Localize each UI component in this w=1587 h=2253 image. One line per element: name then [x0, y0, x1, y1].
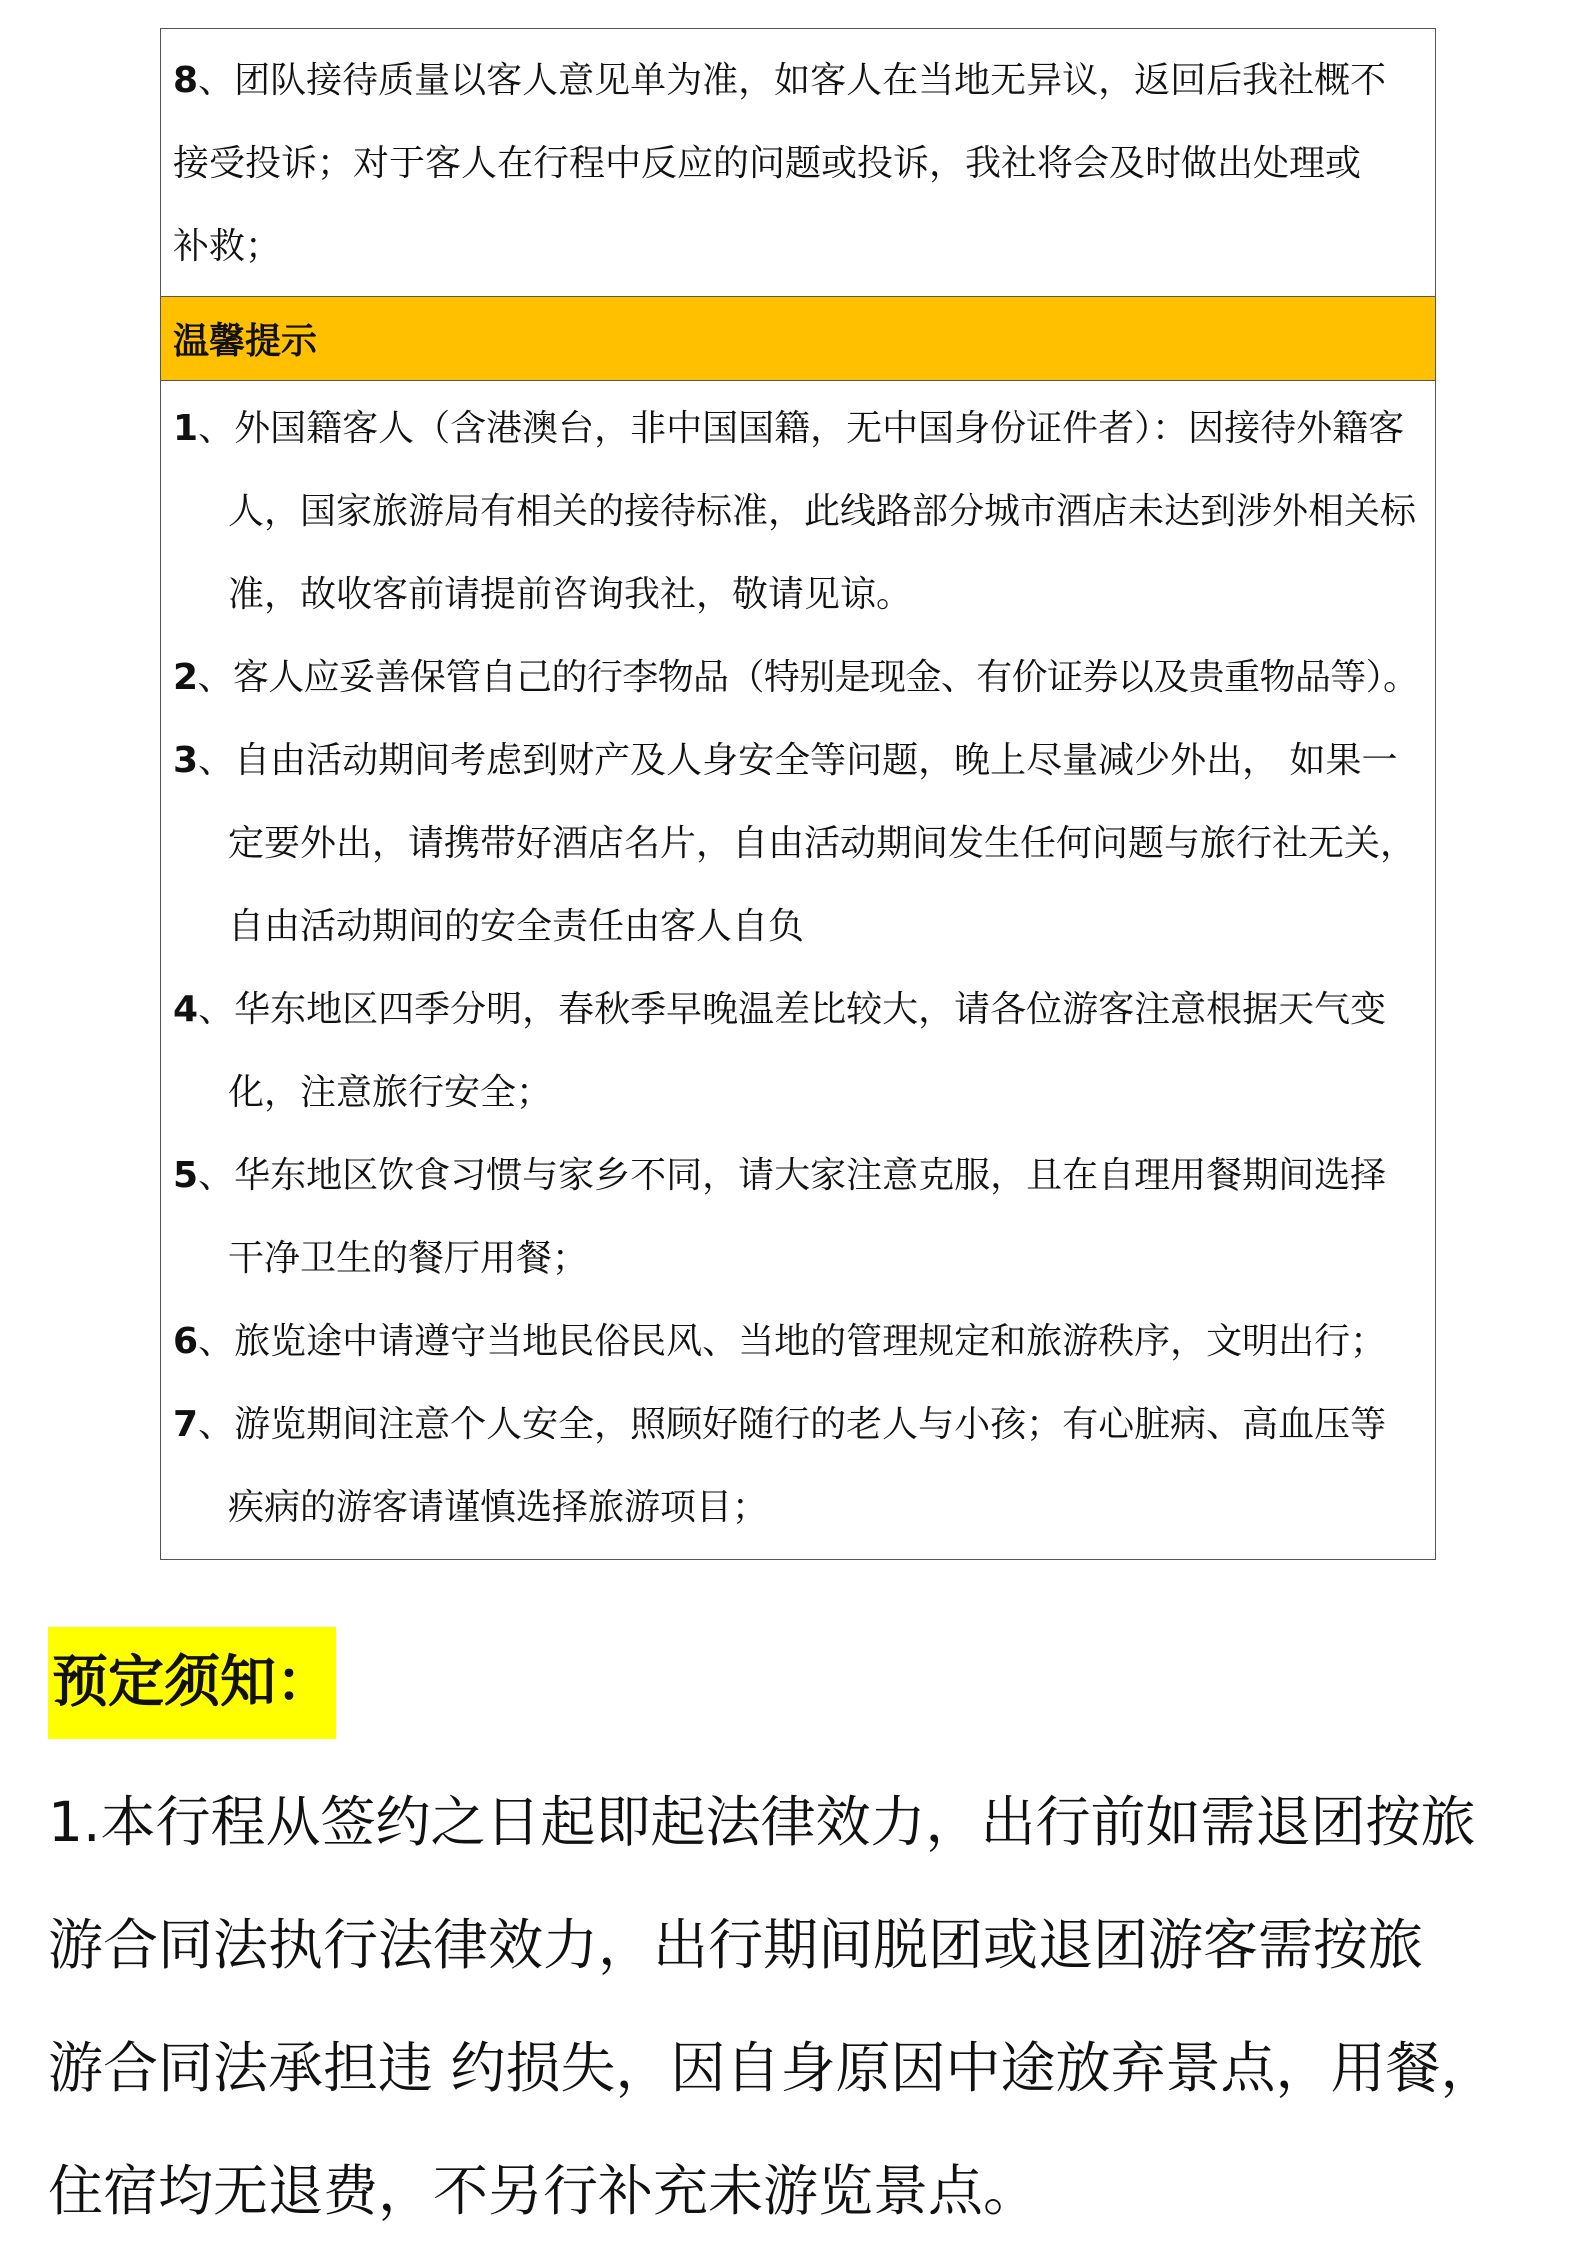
tip-item-3 [173, 719, 1421, 968]
booking-line: 游合同法承担违 约损失，因自身原因中途放弃景点，用餐， [48, 2036, 1496, 2100]
tip-text: 、外国籍客人（含港澳台，非中国国籍，无中国身份证件者）：因接待外籍客人，国家旅游局有相关的接待标准，此线路部分城市酒店未达到涉外相关标准，故收客前请提前咨询我社，敬请见谅。 [198, 408, 1417, 615]
item-number: 6 [173, 1321, 199, 1362]
tip-item-4 [173, 968, 1421, 1134]
term-item-8 [173, 39, 1421, 288]
item-number: 8 [173, 60, 199, 101]
term-line: 、团队接待质量以客人意见单为准，如客人在当地无异议，返回后我社概不 [198, 60, 1387, 101]
tip-text: 、客人应妥善保管自己的行李物品（特别是现金、有价证券以及贵重物品等）。 [197, 657, 1419, 698]
tip-item-6 [173, 1300, 1421, 1383]
tips-row [161, 381, 1435, 1559]
tip-item-1 [173, 387, 1421, 636]
item-number: 2 [173, 657, 198, 698]
tip-item-2 [173, 636, 1421, 719]
tips-header: 温馨提示 [173, 321, 318, 362]
notice-table [160, 28, 1436, 1560]
item-number: 5 [173, 1155, 199, 1196]
tip-text: 、华东地区四季分明，春秋季早晚温差比较大，请各位游客注意根据天气变化，注意旅行安全； [198, 989, 1387, 1113]
term-line: 接受投诉；对于客人在行程中反应的问题或投诉，我社将会及时做出处理或 [173, 143, 1362, 184]
booking-line: 住宿均无退费，不另行补充未游览景点。 [48, 2159, 1039, 2223]
item-number: 3 [173, 740, 199, 781]
item-number: 7 [173, 1404, 199, 1445]
booking-notice-title: 预定须知： [48, 1627, 336, 1739]
tip-text: 、华东地区饮食习惯与家乡不同，请大家注意克服，且在自理用餐期间选择干净卫生的餐厅用餐； [198, 1155, 1387, 1279]
item-number: 1 [173, 408, 199, 449]
tip-text: 、自由活动期间考虑到财产及人身安全等问题，晚上尽量减少外出， 如果一定要外出，请携带好酒店名片，自由活动期间发生任何问题与旅行社无关，自由活动期间的安全责任由客人自负 [198, 740, 1417, 947]
tip-text: 、旅览途中请遵守当地民俗民风、当地的管理规定和旅游秩序，文明出行； [198, 1321, 1387, 1362]
booking-line: 游合同法执行法律效力，出行期间脱团或退团游客需按旅 [48, 1913, 1424, 1977]
tip-item-7 [173, 1383, 1421, 1549]
booking-notice-body [48, 1761, 1558, 2253]
tips-header-row [161, 297, 1435, 381]
booking-line: 1.本行程从签约之日起即起法律效力，出行前如需退团按旅 [48, 1790, 1476, 1854]
tip-text: 、游览期间注意个人安全，照顾好随行的老人与小孩；有心脏病、高血压等疾病的游客请谨慎选择旅游项目； [198, 1404, 1387, 1528]
item-number: 4 [173, 989, 199, 1030]
term-line: 补救； [173, 226, 282, 267]
terms-row-8 [161, 29, 1435, 297]
tip-item-5 [173, 1134, 1421, 1300]
